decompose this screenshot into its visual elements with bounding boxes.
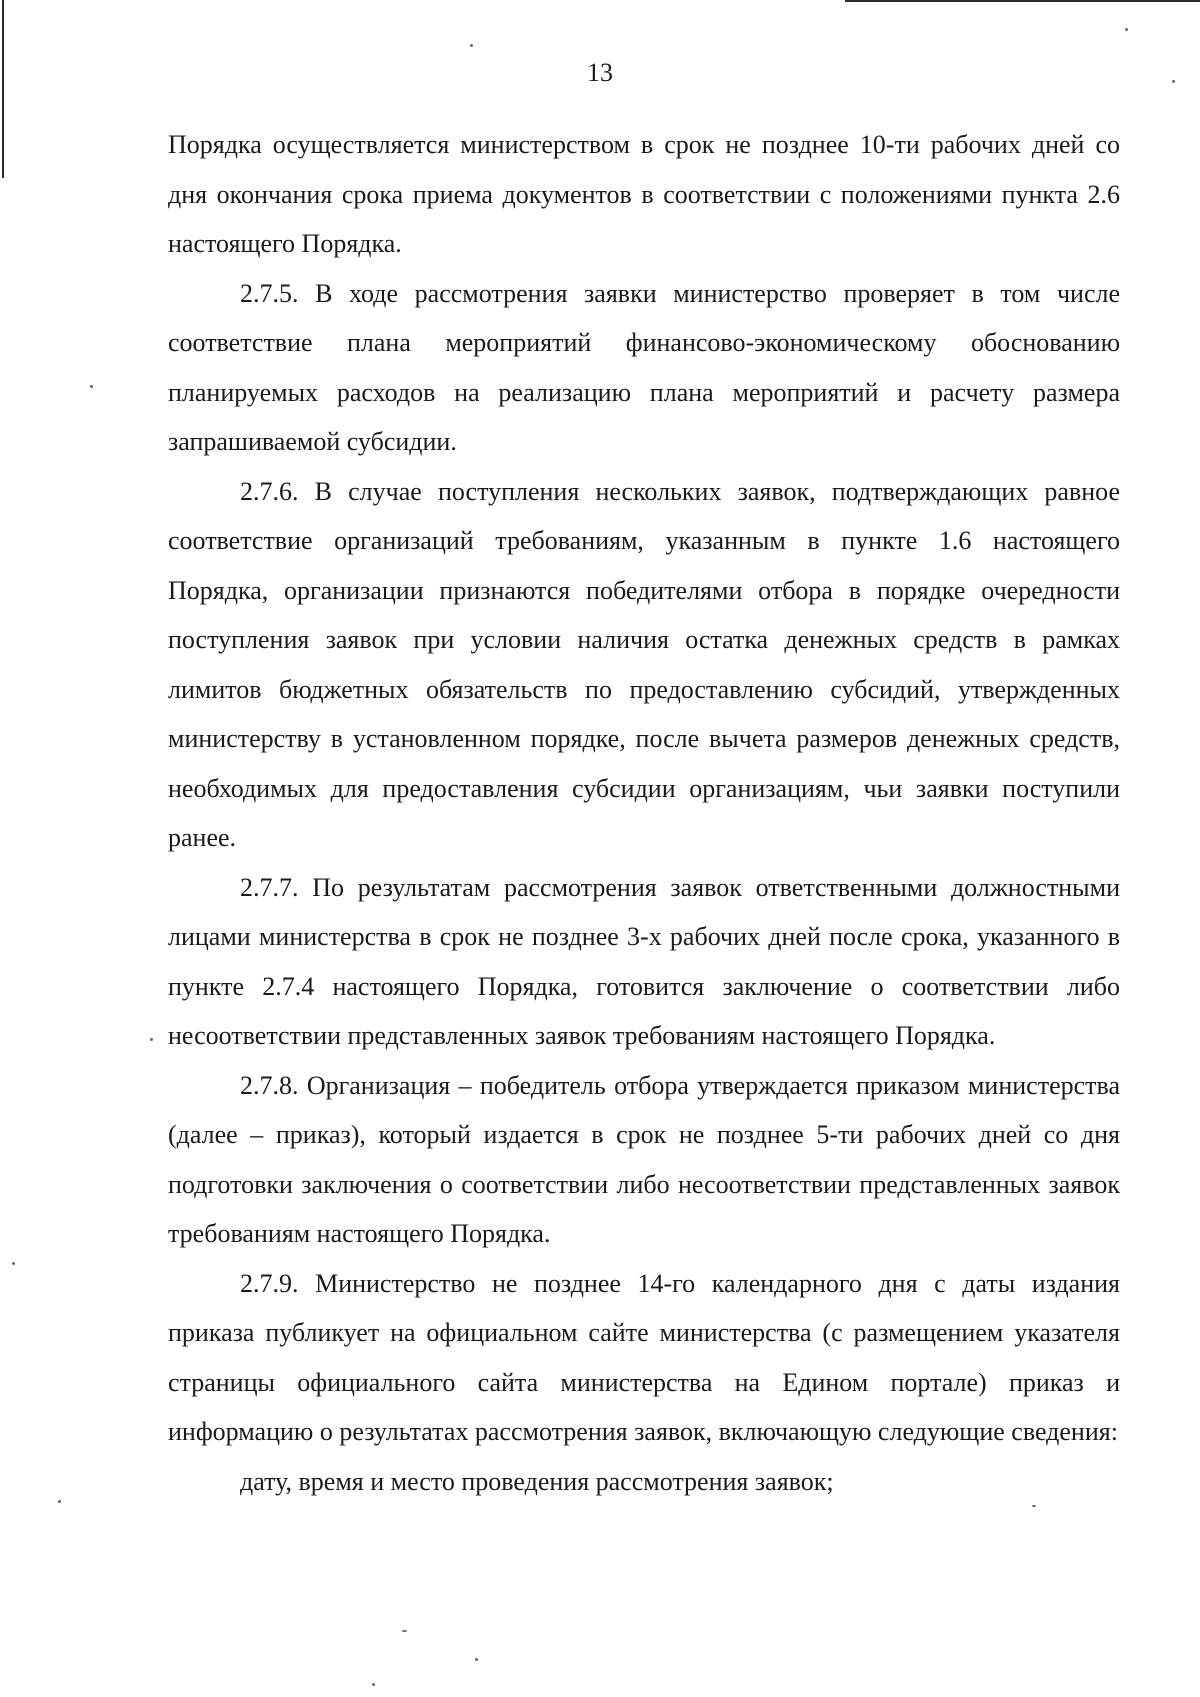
scan-speck [150,1038,153,1041]
list-item-date-time-place: дату, время и место проведения рассмотрения заявок; [240,1466,834,1496]
document-body [168,120,1120,1506]
scan-speck [1032,1505,1036,1507]
scan-speck [475,1658,478,1661]
scan-speck [470,44,473,47]
scan-speck [12,1262,15,1265]
scan-top-edge [845,0,1200,2]
page-number: 13 [587,58,613,87]
scan-speck [58,1500,61,1503]
paragraph-2-7-7: 2.7.7. По результатам рассмотрения заявок ответственными должностными лицами министерства в срок не позднее 3-х рабочих дней после срока, указанного в пункте 2.7.4 настоящего Порядка, готовится заключение о соответствии либо несоответствии представленных заявок требованиям настоящего Порядка. [168,872,1120,1050]
scan-speck [90,385,93,388]
scan-speck [402,1630,407,1632]
scan-speck [372,1683,375,1686]
scan-left-edge [2,0,4,178]
scan-speck [1125,28,1128,31]
paragraph-2-7-5: 2.7.5. В ходе рассмотрения заявки министерство проверяет в том числе соответствие плана мероприятий финансово-экономическому обоснованию планируемых расходов на реализацию плана мероприятий и расчету размера запрашиваемой субсидии. [168,278,1120,456]
paragraph-continuation: Порядка осуществляется министерством в срок не позднее 10-ти рабочих дней со дня окончания срока приема документов в соответствии с положениями пункта 2.6 настоящего Порядка. [168,130,1120,258]
scan-speck [1172,80,1175,83]
paragraph-2-7-6: 2.7.6. В случае поступления нескольких заявок, подтверждающих равное соответствие организаций требованиям, указанным в пункте 1.6 настоящего Порядка, организации признаются победителями отбора в порядке очередности поступления заявок при условии наличия остатка денежных средств в рамках лимитов бюджетных обязательств по предоставлению субсидий, утвержденных министерству в установленном порядке, после вычета размеров денежных средств, необходимых для предоставления субсидии организациям, чьи заявки поступили ранее. [168,476,1120,852]
paragraph-2-7-8: 2.7.8. Организация – победитель отбора утверждается приказом министерства (далее – приказ), который издается в срок не позднее 5-ти рабочих дней со дня подготовки заключения о соответствии либо несоответствии представленных заявок требованиям настоящего Порядка. [168,1070,1120,1248]
paragraph-2-7-9: 2.7.9. Министерство не позднее 14-го календарного дня с даты издания приказа публикует на официальном сайте министерства (с размещением указателя страницы официального сайта министерства на Едином портале) приказ и информацию о результатах рассмотрения заявок, включающую следующие сведения: [168,1268,1120,1446]
